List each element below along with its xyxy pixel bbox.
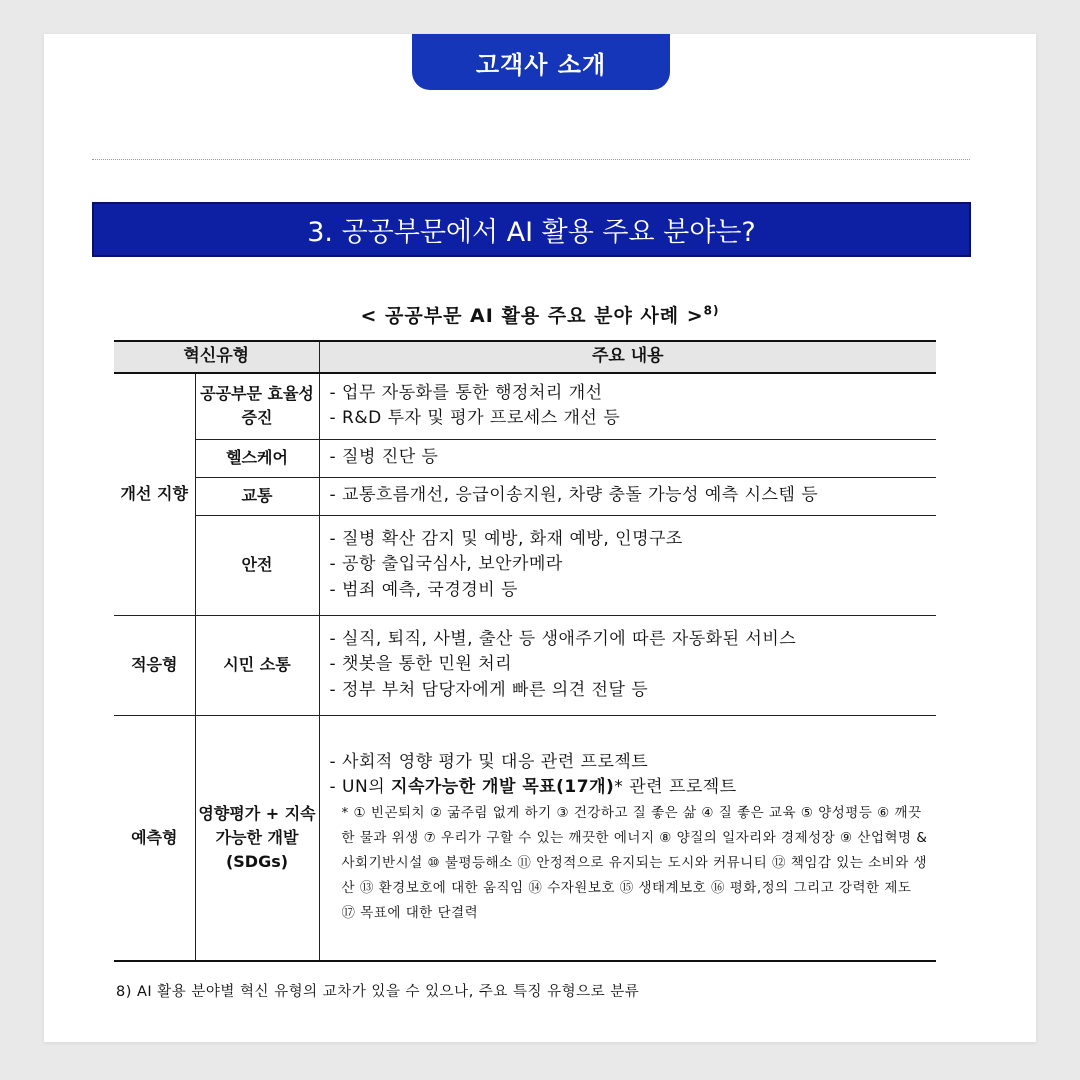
- content-line: - 질병 확산 감지 및 예방, 화재 예방, 인명구조: [329, 528, 683, 549]
- type-cell: 예측형: [114, 715, 195, 961]
- table-title: < 공공부문 AI 활용 주요 분야 사례 >$^{8)}$: [360, 303, 720, 327]
- content-cell: [319, 373, 936, 439]
- question-title: 3. 공공부문에서 AI 활용 주요 분야는?: [92, 202, 971, 257]
- subtype-cell: 시민 소통: [195, 615, 319, 715]
- content-line: - 질병 진단 등: [329, 447, 439, 468]
- table-row: [114, 439, 936, 477]
- subtype-cell: 공공부문 효율성 증진: [195, 373, 319, 439]
- subtype-cell: 교통: [195, 477, 319, 515]
- sdgs-note: * ① 빈곤퇴치 ② 굶주림 없게 하기 ③ 건강하고 질 좋은 삶 ④ 질 좋은 교육 ⑤ 양성평등 ⑥ 깨끗한 물과 위생 ⑦ 우리가 구할 수 있는 깨끗한 에너지 ⑧ 양질의 일자리와 경제성장 ⑨ 산업혁명 & 사회기반시설 ⑩ 불평등해소 ⑪ 안정적으로 유지되는 도시와 커뮤니티 ⑫ 책임감 있는 소비와 생산 ⑬ 환경보호에 대한 움직임 ⑭ 수자원보호 ⑮ 생태계보호 ⑯ 평화,정의 그리고 강력한 제도 ⑰ 목표에 대한 단결력: [341, 804, 928, 921]
- subtype-cell: 영향평가 + 지속가능한 개발 (SDGs): [195, 715, 319, 961]
- section-tab: 고객사 소개: [412, 34, 670, 90]
- content-line: - 실직, 퇴직, 사별, 출산 등 생애주기에 따른 자동화된 서비스: [329, 628, 797, 649]
- content-cell: [319, 715, 936, 961]
- content-cell: [319, 515, 936, 615]
- ai-cases-table: [114, 340, 936, 962]
- content-line: - R&D 투자 및 평가 프로세스 개선 등: [329, 408, 621, 429]
- type-cell: 적응형: [114, 615, 195, 715]
- col-header-type: 혁신유형: [114, 341, 319, 373]
- content-line: - 정부 부처 담당자에게 빠른 의견 전달 등: [329, 679, 649, 700]
- table-row: [114, 515, 936, 615]
- table-row: [114, 373, 936, 439]
- content-cell: [319, 439, 936, 477]
- content-cell: [319, 477, 936, 515]
- footnote: 8) AI 활용 분야별 혁신 유형의 교차가 있을 수 있으나, 주요 특징 유형으로 분류: [116, 984, 640, 1000]
- content-line: - 공항 출입국심사, 보안카메라: [329, 554, 563, 575]
- divider: [92, 159, 970, 160]
- title-footnote-ref: 8): [703, 303, 720, 318]
- col-header-content: 주요 내용: [319, 341, 936, 373]
- content-line: - 교통흐름개선, 응급이송지원, 차량 충돌 가능성 예측 시스템 등: [329, 485, 819, 506]
- sdgs-emphasis: 지속가능한 개발 목표(17개): [391, 777, 615, 798]
- content-cell: [319, 615, 936, 715]
- content-line: - 업무 자동화를 통한 행정처리 개선: [329, 382, 603, 403]
- type-cell: 개선 지향: [114, 373, 195, 615]
- table-row: [114, 477, 936, 515]
- subtype-cell: 안전: [195, 515, 319, 615]
- content-line: - 사회적 영향 평가 및 대응 관련 프로젝트: [329, 751, 649, 772]
- content-line: - 범죄 예측, 국경경비 등: [329, 579, 518, 600]
- content-line: - UN의 지속가능한 개발 목표(17개)* 관련 프로젝트: [329, 777, 737, 798]
- subtype-cell: 헬스케어: [195, 439, 319, 477]
- table-row: [114, 615, 936, 715]
- content-line: - 챗봇을 통한 민원 처리: [329, 654, 513, 675]
- table-header-row: [114, 341, 936, 373]
- table-row: [114, 715, 936, 961]
